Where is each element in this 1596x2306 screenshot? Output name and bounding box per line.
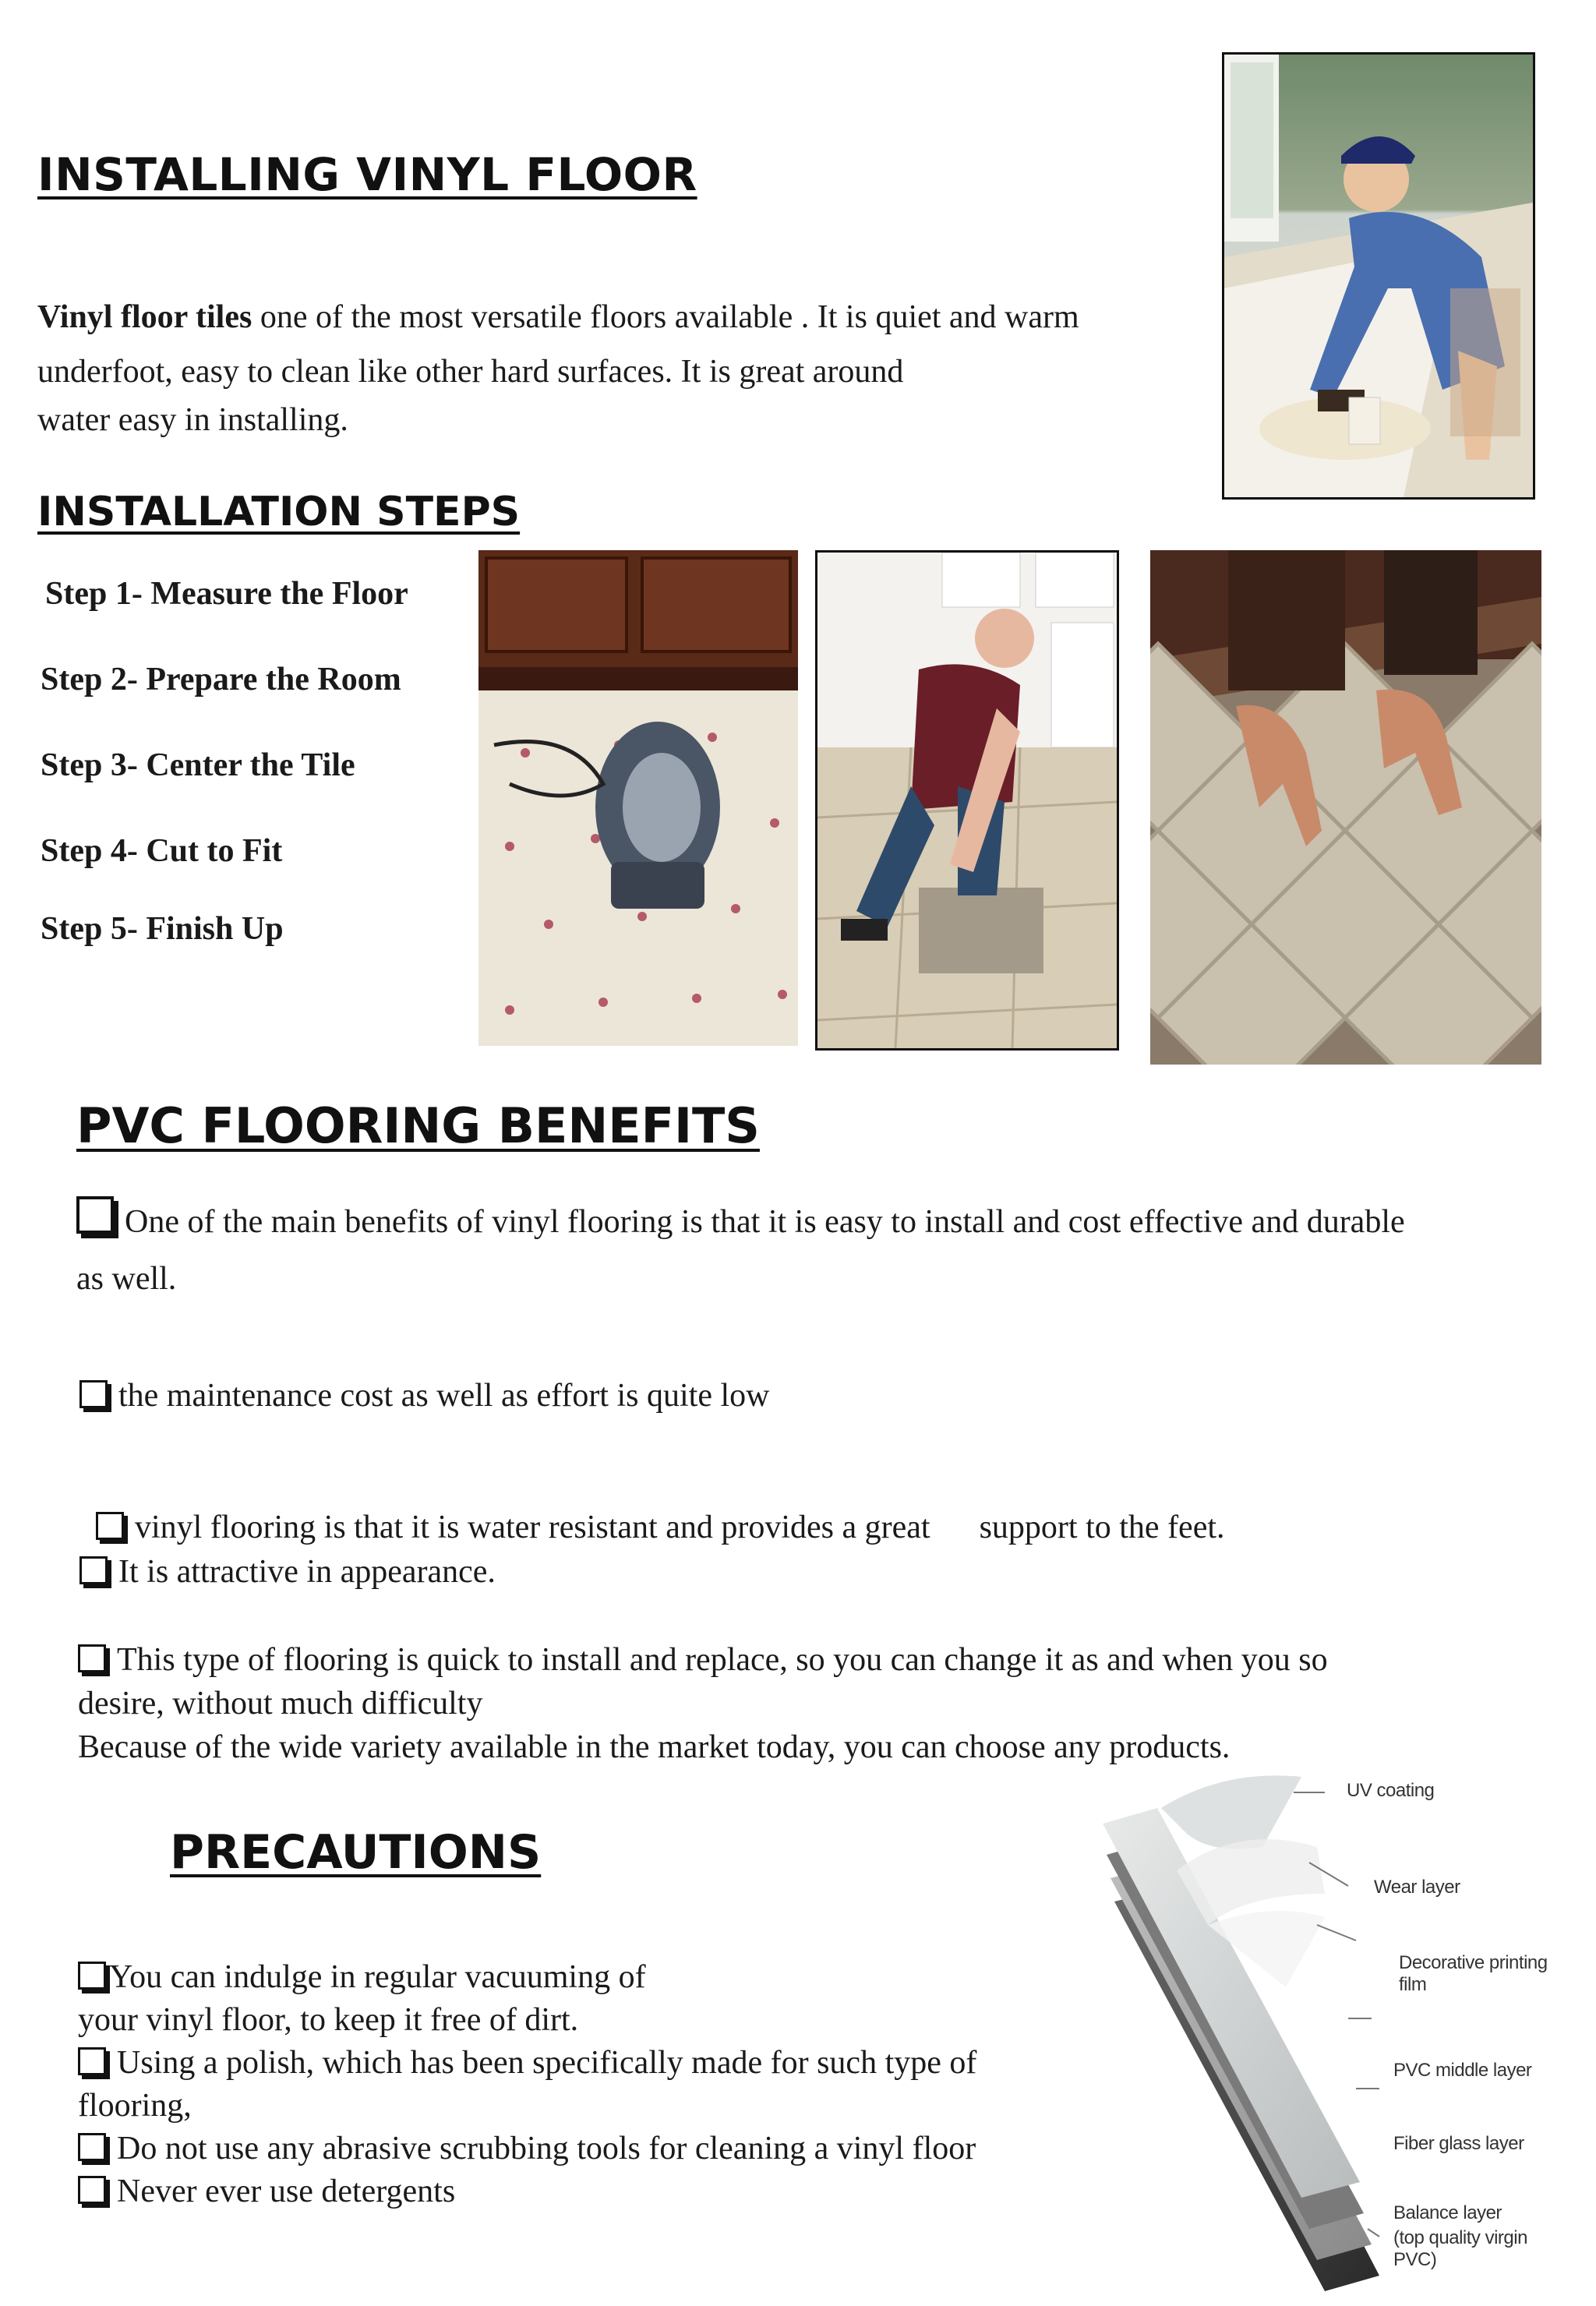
benefit-5-line2: desire, without much difficulty xyxy=(78,1686,483,1722)
precaution-3: Do not use any abrasive scrubbing tools for cleaning a vinyl floor xyxy=(78,2128,1091,2170)
intro-line1: one of the most versatile floors available . It is quiet and warm xyxy=(252,299,1079,335)
precautions-list xyxy=(78,1956,1091,2213)
intro-line3: water easy in installing. xyxy=(37,402,348,438)
intro-line2: underfoot, easy to clean like other hard surfaces. It is great around xyxy=(37,354,904,390)
benefit-3: vinyl flooring is that it is water resistant and provides a great support to the feet. xyxy=(79,1462,1225,1549)
intro-bold: Vinyl floor tiles xyxy=(37,299,252,335)
benefit-2: the maintenance cost as well as effort is quite low xyxy=(79,1374,769,1418)
layer-label-decorative: Decorative printing film xyxy=(1399,1952,1548,1995)
precaution-1: You can indulge in regular vacuuming of xyxy=(78,1956,1091,1999)
precaution-2-line2: flooring, xyxy=(78,2088,192,2124)
man-laying-tile-photo xyxy=(815,550,1119,1051)
step-5: Step 5- Finish Up xyxy=(41,911,284,947)
installation-steps-heading: INSTALLATION STEPS xyxy=(37,489,521,535)
precaution-2: Using a polish, which has been specifically made for such type of xyxy=(78,2042,1091,2085)
step-3: Step 3- Center the Tile xyxy=(41,747,355,783)
intro-paragraph xyxy=(37,290,1191,447)
precaution-4: Never ever use detergents xyxy=(78,2170,1091,2213)
layer-label-wear: Wear layer xyxy=(1374,1877,1460,1898)
precaution-1-line2: your vinyl floor, to keep it free of dirt. xyxy=(78,2002,579,2038)
layer-label-balance: Balance layer xyxy=(1393,2202,1502,2223)
installer-photo xyxy=(1222,52,1535,500)
benefit-5-line3: Because of the wide variety available in the market today, you can choose any products. xyxy=(78,1729,1231,1765)
benefit-1-line2: as well. xyxy=(76,1261,177,1297)
benefits-heading: PVC FLOORING BENEFITS xyxy=(76,1097,760,1154)
checkbox-icon xyxy=(78,2133,106,2161)
layer-label-balance-note: (top quality virgin PVC) xyxy=(1393,2227,1527,2270)
checkbox-icon xyxy=(79,1556,108,1584)
checkbox-icon xyxy=(78,1644,106,1672)
benefit-1-line1: One of the main benefits of vinyl flooring is that it is easy to install and cost effective and durable xyxy=(125,1204,1405,1240)
benefit-5: This type of flooring is quick to install and replace, so you can change it as and when you so desire, without much difficulty Because of the wide variety available in the market today, you can choose any products. xyxy=(78,1638,1559,1769)
checkbox-icon xyxy=(78,1962,106,1990)
page-title: INSTALLING VINYL FLOOR xyxy=(37,148,697,201)
saw-on-floor-photo xyxy=(478,550,798,1046)
checkbox-icon xyxy=(76,1196,114,1234)
step-4: Step 4- Cut to Fit xyxy=(41,833,283,869)
hands-on-tiles-photo xyxy=(1150,550,1541,1065)
checkbox-icon xyxy=(78,2047,106,2075)
benefit-4: It is attractive in appearance. xyxy=(79,1550,496,1594)
checkbox-icon xyxy=(96,1512,124,1540)
checkbox-icon xyxy=(79,1380,108,1408)
benefit-1 xyxy=(76,1196,1557,1301)
step-2: Step 2- Prepare the Room xyxy=(41,662,401,697)
layer-label-pvc-middle: PVC middle layer xyxy=(1393,2060,1532,2081)
step-1: Step 1- Measure the Floor xyxy=(45,576,408,612)
layer-label-uv-coating: UV coating xyxy=(1347,1780,1435,1801)
layer-label-fiber-glass: Fiber glass layer xyxy=(1393,2133,1524,2154)
vinyl-layers-diagram xyxy=(1068,1761,1566,2291)
precautions-heading: PRECAUTIONS xyxy=(170,1825,542,1880)
checkbox-icon xyxy=(78,2176,106,2204)
